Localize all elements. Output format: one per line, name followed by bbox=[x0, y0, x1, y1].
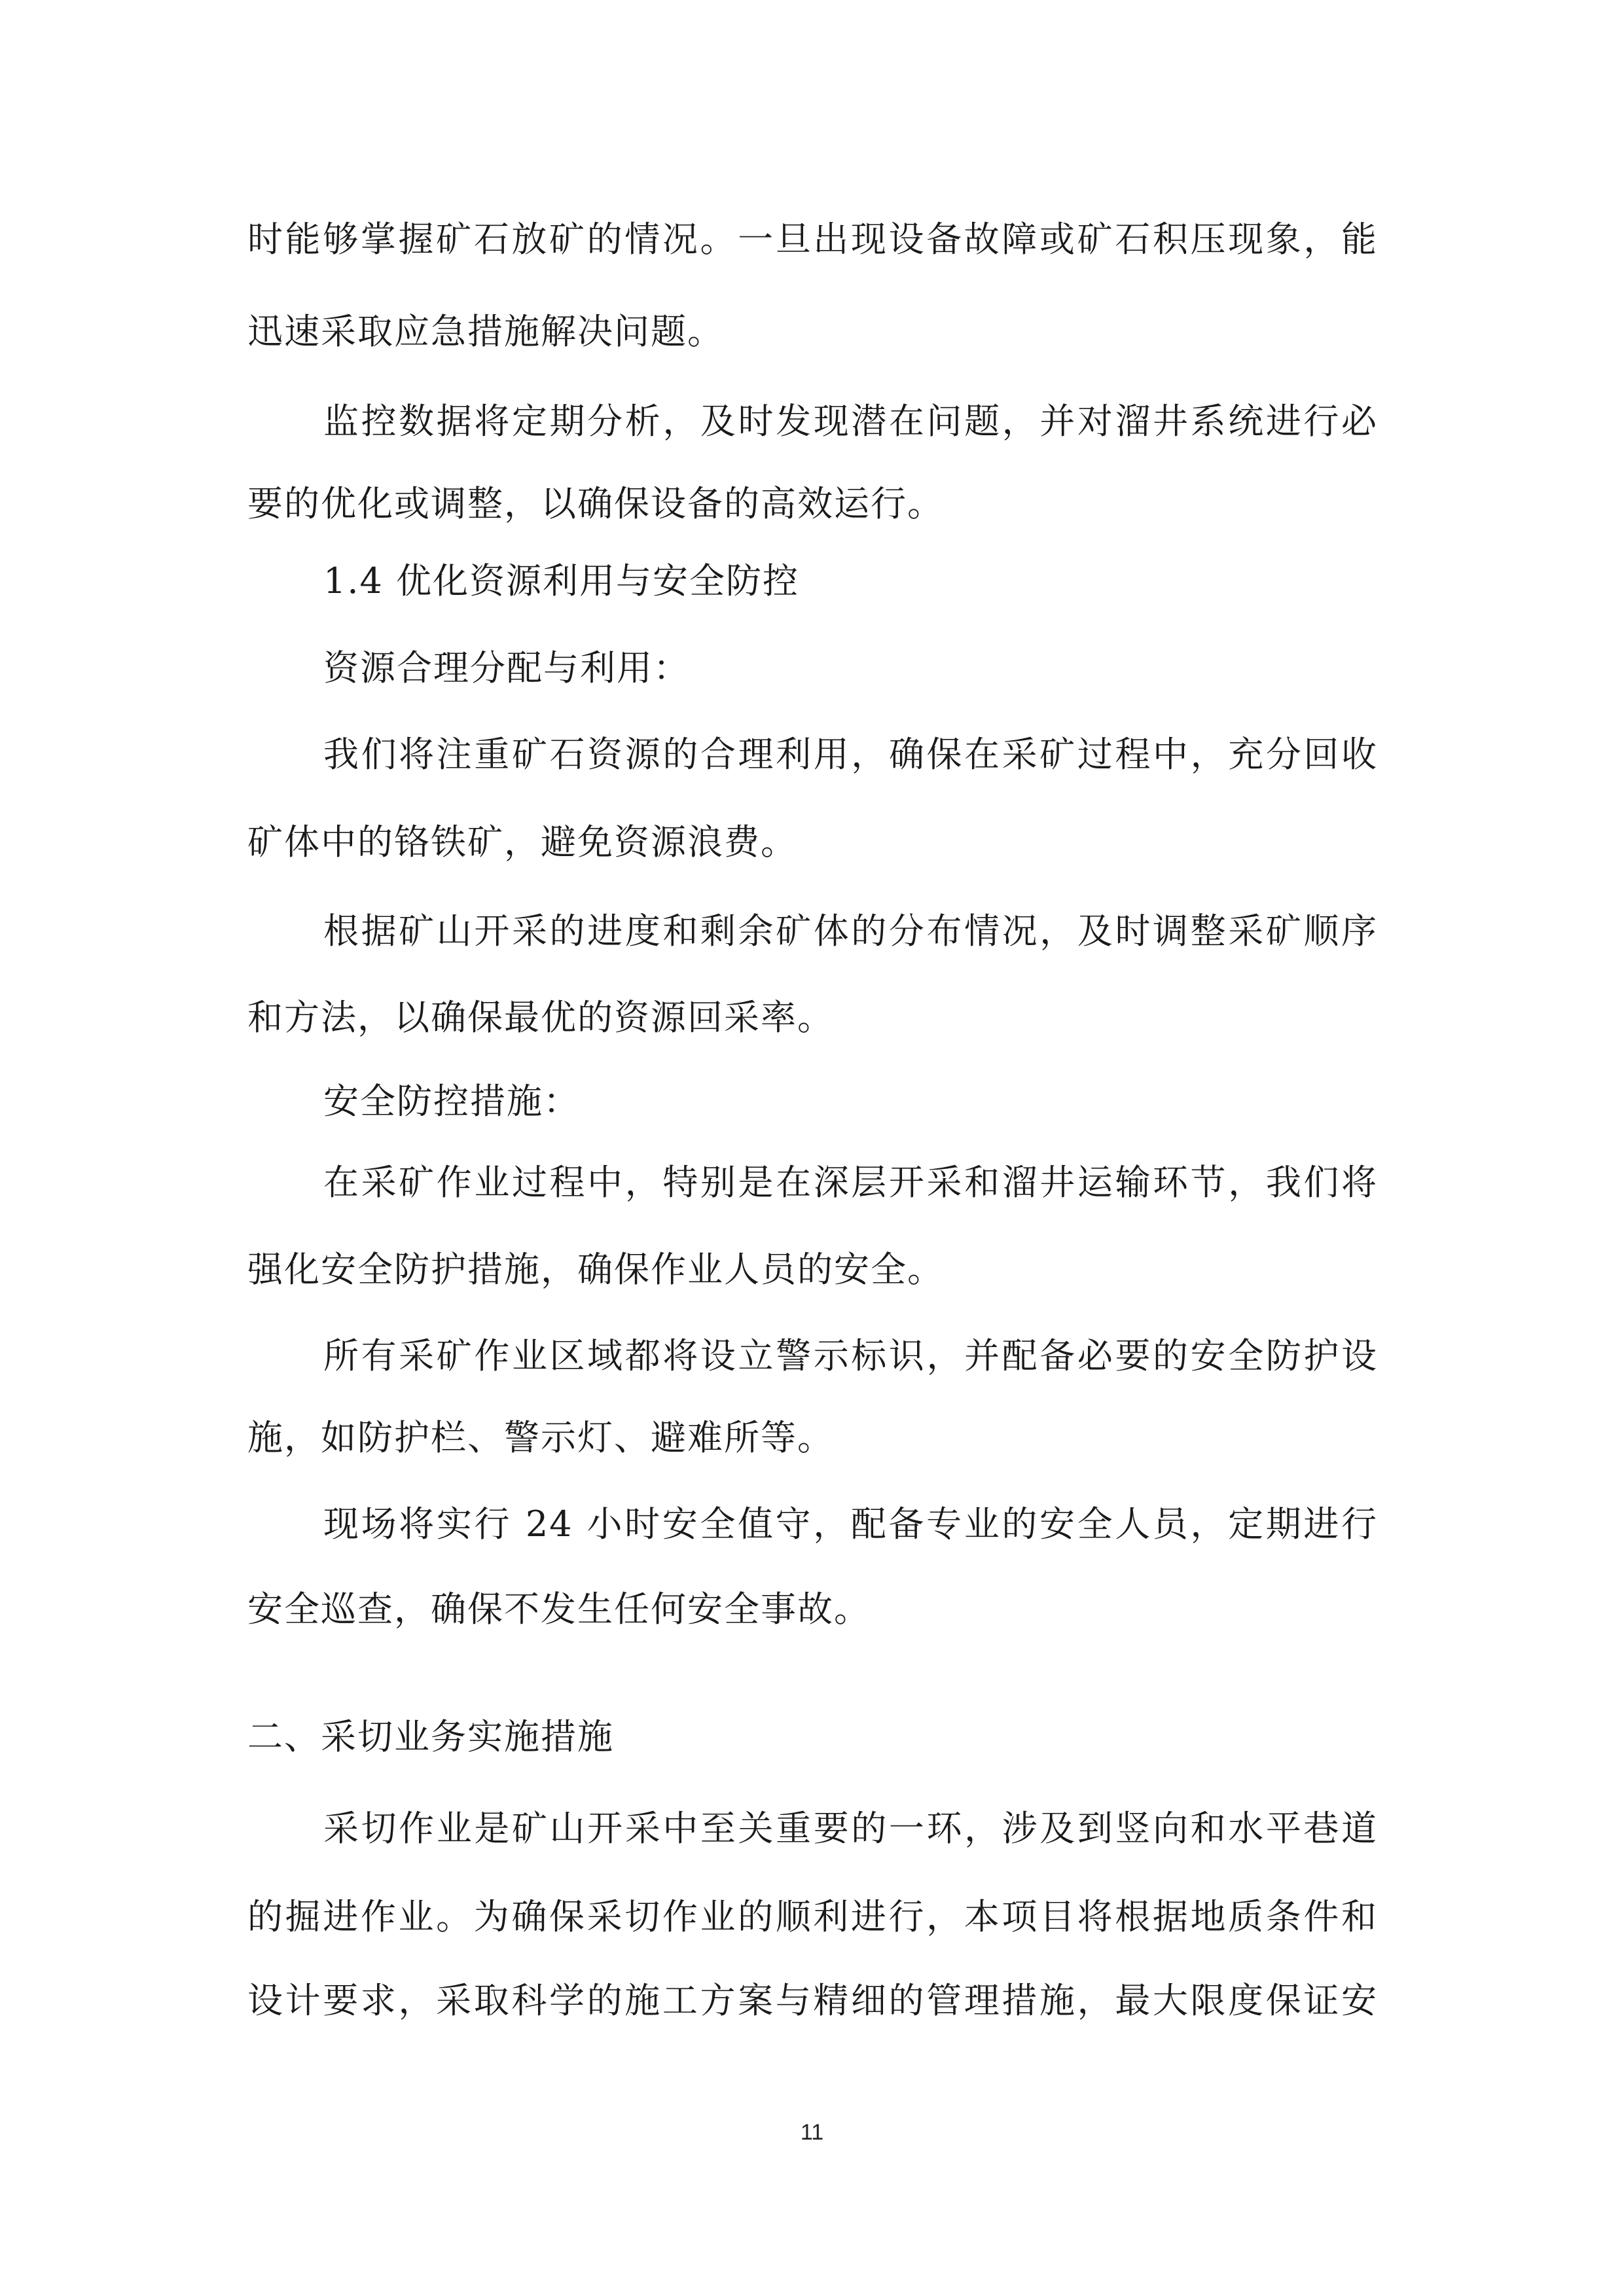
section-heading: 二、采切业务实施措施 bbox=[247, 1716, 614, 1757]
body-text-line: 根据矿山开采的进度和剩余矿体的分布情况，及时调整采矿顺序 bbox=[323, 910, 1378, 952]
body-text-line: 在采矿作业过程中，特别是在深层开采和溜井运输环节，我们将 bbox=[323, 1162, 1378, 1203]
body-text-line: 现场将实行 24 小时安全值守，配备专业的安全人员，定期进行 bbox=[323, 1503, 1378, 1545]
body-text-line: 所有采矿作业区域都将设立警示标识，并配备必要的安全防护设 bbox=[323, 1335, 1378, 1376]
body-text-line: 矿体中的铬铁矿，避免资源浪费。 bbox=[247, 821, 797, 863]
body-text-line: 安全巡查，确保不发生任何安全事故。 bbox=[247, 1588, 871, 1630]
page-number: 11 bbox=[800, 2120, 824, 2145]
body-text-line: 时能够掌握矿石放矿的情况。一旦出现设备故障或矿石积压现象，能 bbox=[247, 219, 1378, 260]
body-text-line: 要的优化或调整，以确保设备的高效运行。 bbox=[247, 483, 944, 524]
body-text-line: 监控数据将定期分析，及时发现潜在问题，并对溜井系统进行必 bbox=[323, 401, 1378, 442]
body-text-line: 采切作业是矿山开采中至关重要的一环，涉及到竖向和水平巷道 bbox=[323, 1808, 1378, 1849]
paragraph-heading: 资源合理分配与利用： bbox=[323, 647, 690, 689]
section-subheading: 1.4 优化资源利用与安全防控 bbox=[323, 560, 800, 601]
body-text-line: 的掘进作业。为确保采切作业的顺利进行，本项目将根据地质条件和 bbox=[247, 1896, 1378, 1937]
body-text-line: 强化安全防护措施，确保作业人员的安全。 bbox=[247, 1249, 944, 1290]
body-text-line: 和方法，以确保最优的资源回采率。 bbox=[247, 997, 834, 1038]
body-text-line: 迅速采取应急措施解决问题。 bbox=[247, 311, 724, 352]
body-text-line: 施，如防护栏、警示灯、避难所等。 bbox=[247, 1417, 834, 1458]
body-text-line: 我们将注重矿石资源的合理利用，确保在采矿过程中，充分回收 bbox=[323, 734, 1378, 775]
body-text-line: 设计要求，采取科学的施工方案与精细的管理措施，最大限度保证安 bbox=[247, 1980, 1378, 2021]
paragraph-heading: 安全防控措施： bbox=[323, 1081, 580, 1122]
